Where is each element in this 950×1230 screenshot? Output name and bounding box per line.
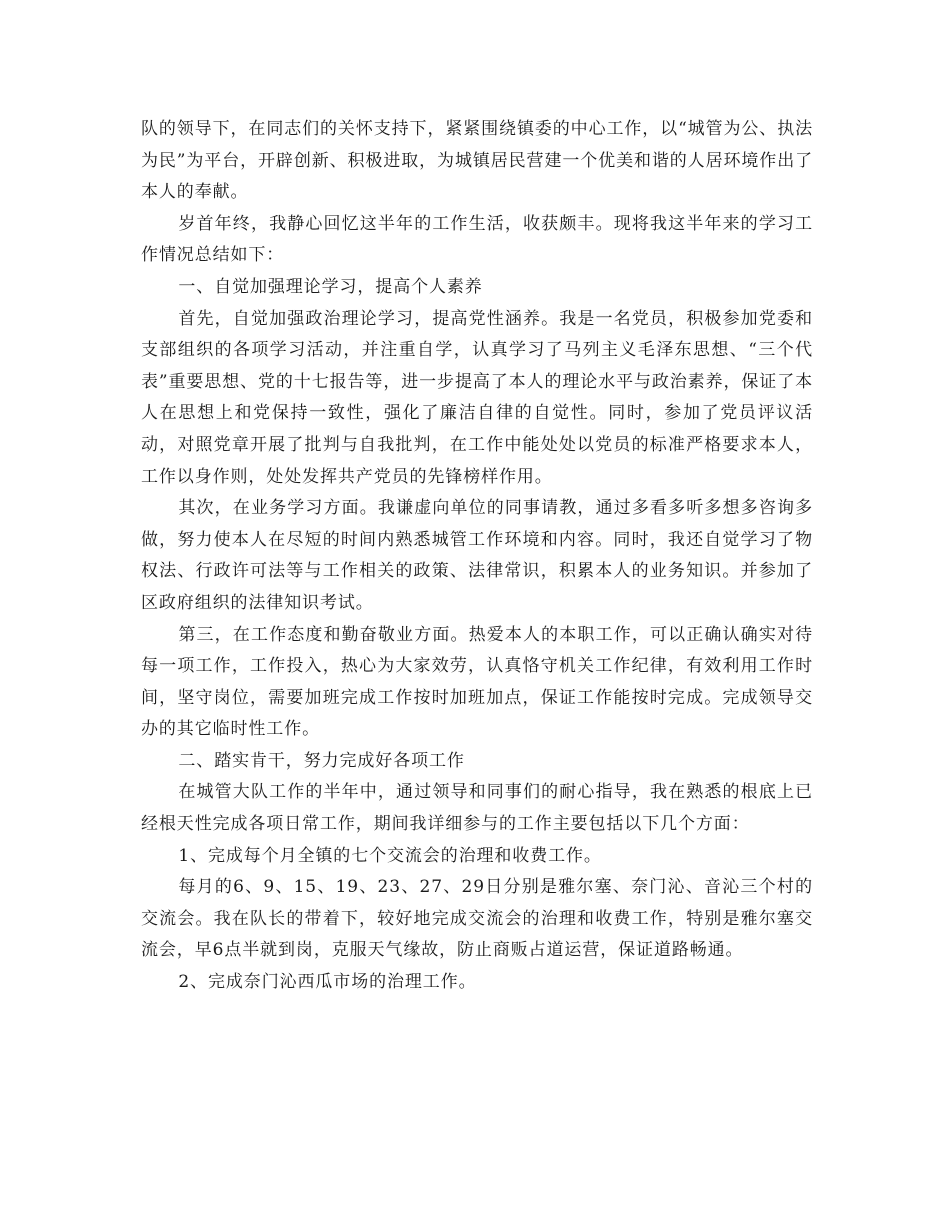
paragraph: 其次，在业务学习方面。我谦虚向单位的同事请教，通过多看多听多想多咨询多做，努力使本人在尽短的时间内熟悉城管工作环境和内容。同时，我还自觉学习了物权法、行政许可法等与工作相关的政策、法律常识，积累本人的业务知识。并参加了区政府组织的法律知识考试。 — [141, 498, 813, 613]
list-item-heading: 2、完成奈门沁西瓜市场的治理工作。 — [178, 972, 477, 993]
paragraph: 队的领导下，在同志们的关怀支持下，紧紧围绕镇委的中心工作，以“城管为公、执法为民”为平台，开辟创新、积极进取，为城镇居民营建一个优美和谐的人居环境作出了本人的奉献。 — [141, 119, 813, 203]
paragraph: 每月的6、9、15、19、23、27、29日分别是雅尔塞、奈门沁、音沁三个村的交流会。我在队长的带着下，较好地完成交流会的治理和收费工作，特别是雅尔塞交流会，早6点半就到岗，克服天气缘故，防止商贩占道运营，保证道路畅通。 — [141, 877, 813, 961]
section-heading: 一、自觉加强理论学习，提高个人素养 — [178, 276, 483, 297]
paragraph: 在城管大队工作的半年中，通过领导和同事们的耐心指导，我在熟悉的根底上已经根天性完成各项日常工作，期间我详细参与的工作主要包括以下几个方面： — [141, 782, 813, 835]
paragraph: 岁首年终，我静心回忆这半年的工作生活，收获颇丰。现将我这半年来的学习工作情况总结如下： — [141, 213, 813, 266]
section-heading: 二、踏实肯干，努力完成好各项工作 — [178, 750, 465, 771]
list-item-heading: 1、完成每个月全镇的七个交流会的治理和收费工作。 — [178, 845, 602, 866]
paragraph: 首先，自觉加强政治理论学习，提高党性涵养。我是一名党员，积极参加党委和支部组织的各项学习活动，并注重自学，认真学习了马列主义毛泽东思想、“三个代表”重要思想、党的十七报告等，进一步提高了本人的理论水平与政治素养，保证了本人在思想上和党保持一致性，强化了廉洁自律的自觉性。同时，参加了党员评议活动，对照党章开展了批判与自我批判，在工作中能处处以党员的标准严格要求本人，工作以身作则，处处发挥共产党员的先锋榜样作用。 — [141, 308, 813, 487]
document-body — [141, 114, 813, 999]
paragraph: 第三，在工作态度和勤奋敬业方面。热爱本人的本职工作，可以正确认确实对待每一项工作，工作投入，热心为大家效劳，认真恪守机关工作纪律，有效利用工作时间，坚守岗位，需要加班完成工作按时加班加点，保证工作能按时完成。完成领导交办的其它临时性工作。 — [141, 624, 813, 740]
